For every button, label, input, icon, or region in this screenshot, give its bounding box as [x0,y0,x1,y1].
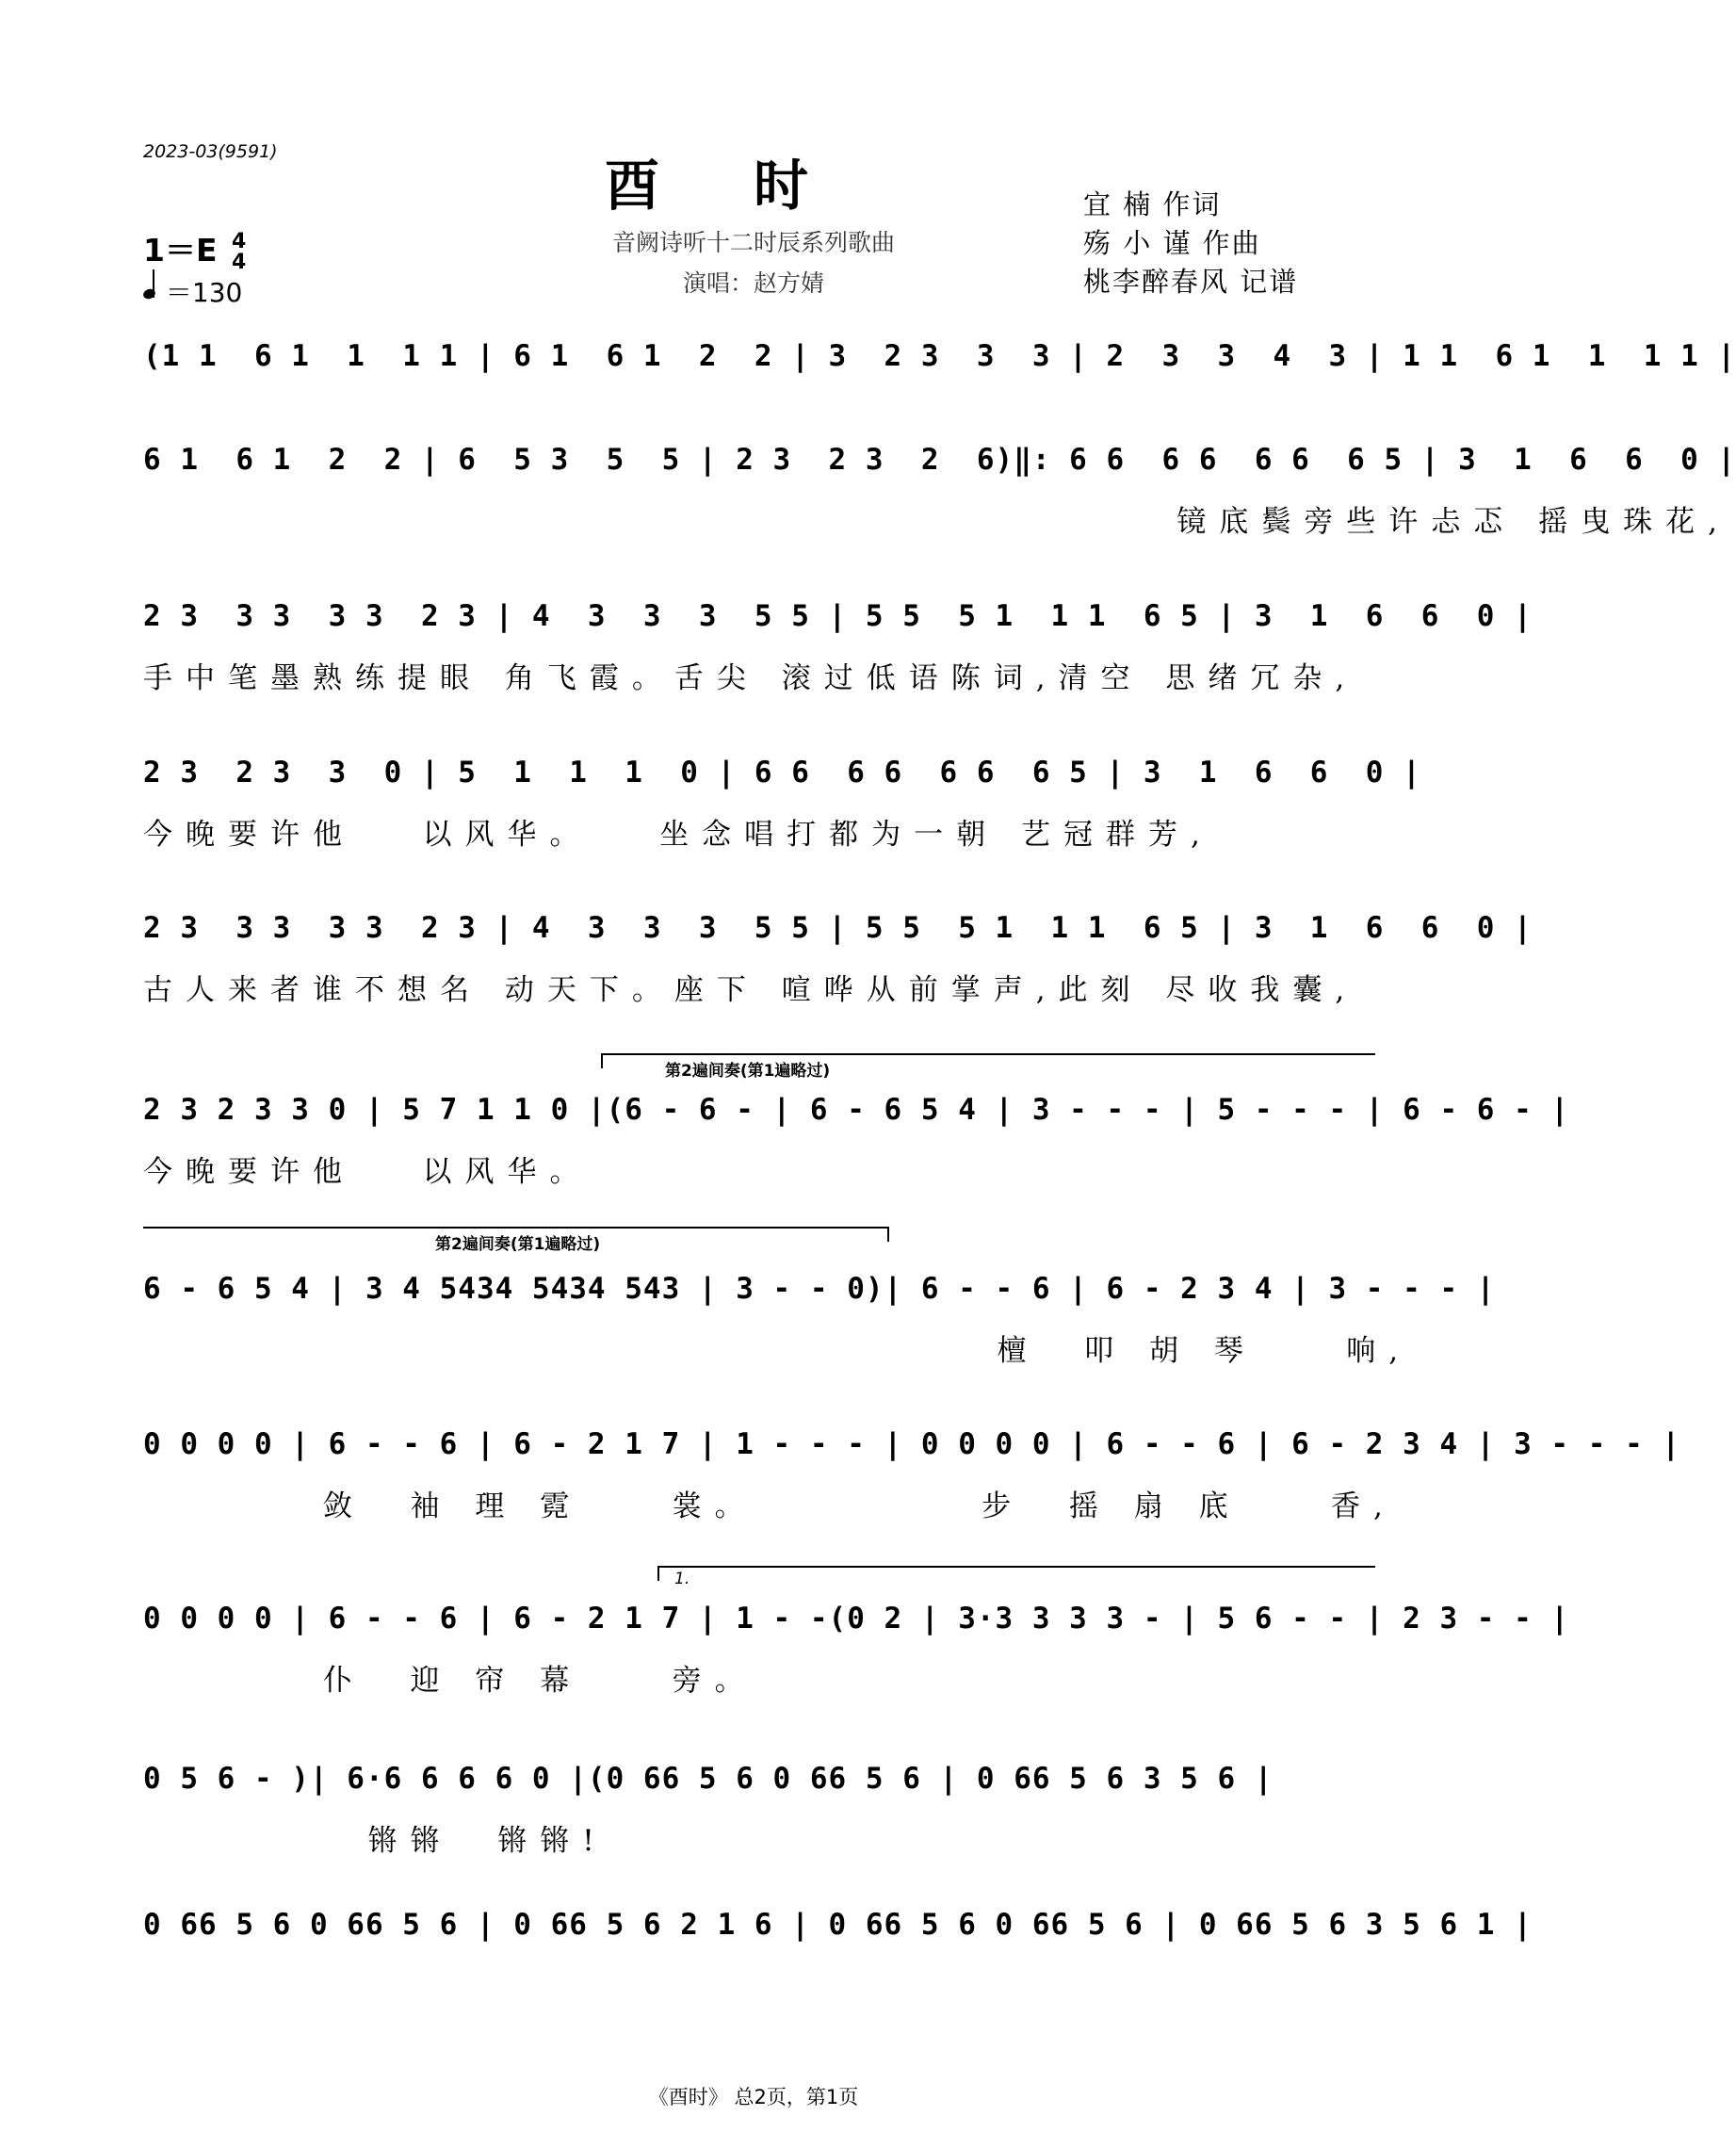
time-sig-top: 4 [232,229,247,253]
music-line: (1 1 6 1 1 1 1 | 6 1 6 1 2 2 | 3 2 3 3 3 | 2 3 3 4 3 | 1 1 6 1 1 1 1 | [143,339,1736,373]
music-line: 2 3 3 3 3 3 2 3 | 4 3 3 3 5 5 | 5 5 5 1 1 1 6 5 | 3 1 6 6 0 | [143,911,1533,945]
subtitle: 音阙诗听十二时辰系列歌曲 [611,229,895,256]
music-line: 2 3 3 3 3 3 2 3 | 4 3 3 3 5 5 | 5 5 5 1 1 1 6 5 | 3 1 6 6 0 | [143,599,1533,633]
time-sig-bottom: 4 [232,250,247,274]
music-line: 0 0 0 0 | 6 - - 6 | 6 - 2 1 7 | 1 - - - | 0 0 0 0 | 6 - - 6 | 6 - 2 3 4 | 3 - - - | [143,1427,1681,1461]
lyric-line: 敛 袖 理 霓 裳。 步 摇 扇 底 香, [143,1489,1396,1523]
lyric-line: 手中笔墨熟练提眼 角飞霞。舌尖 滚过低语陈词,清空 思绪冗杂, [143,661,1358,695]
tempo-marking [143,272,242,310]
lyric-line: 镜底鬓旁些许忐忑 摇曳珠花, [143,505,1730,539]
page-title: 酉时 [604,154,902,218]
music-line: 0 66 5 6 0 66 5 6 | 0 66 5 6 2 1 6 | 0 66 5 6 0 66 5 6 | 0 66 5 6 3 5 6 1 | [143,1908,1533,1942]
interlude-label: 第2遍间奏(第1遍略过) [665,1057,830,1081]
document-ref: 2023-03(9591) [143,141,278,162]
lyric-line: 檀 叩 胡 琴 响, [143,1334,1412,1368]
key-label: 1＝E [143,232,218,269]
composer-credit: 殇 小 谨 作曲 [1083,227,1261,259]
tempo-value: ＝130 [165,277,243,308]
lyricist-credit: 宜 楠 作词 [1083,188,1222,220]
transcriber-credit: 桃李醉春风 记谱 [1083,266,1299,298]
lyric-line: 古人来者谁不想名 动天下。座下 喧哗从前掌声,此刻 尽收我囊, [143,973,1358,1007]
lyric-line: 今晚要许他 以风华。 坐念唱打都为一朝 艺冠群芳, [143,818,1213,852]
key-signature [143,226,246,273]
note-stem [153,269,154,298]
music-line: 6 1 6 1 2 2 | 6 5 3 5 5 | 2 3 2 3 2 6)‖: 6 6 6 6 6 6 6 5 | 3 1 6 6 0 | [143,443,1736,477]
interlude-label-2: 第2遍间奏(第1遍略过) [435,1230,600,1254]
singer-credit: 演唱：赵方婧 [682,269,824,297]
time-signature [232,229,247,274]
music-line: 0 5 6 - )| 6·6 6 6 6 0 |(0 66 5 6 0 66 5 6 | 0 66 5 6 3 5 6 | [143,1762,1274,1796]
music-line: 0 0 0 0 | 6 - - 6 | 6 - 2 1 7 | 1 - -(0 2 | 3·3 3 3 3 - | 5 6 - - | 2 3 - - | [143,1602,1570,1636]
music-line: 6 - 6 5 4 | 3 4 5434 5434 543 | 3 - - 0)| 6 - - 6 | 6 - 2 3 4 | 3 - - - | [143,1272,1496,1306]
lyric-line: 今晚要许他 以风华。 [143,1155,592,1189]
volta-bracket [657,1566,1375,1581]
music-line: 2 3 2 3 3 0 | 5 1 1 1 0 | 6 6 6 6 6 6 6 5 | 3 1 6 6 0 | [143,756,1421,789]
lyric-line: 仆 迎 帘 幕 旁。 [143,1664,757,1698]
music-line: 2 3 2 3 3 0 | 5 7 1 1 0 |(6 - 6 - | 6 - 6 5 4 | 3 - - - | 5 - - - | 6 - 6 - | [143,1093,1570,1127]
lyric-line: 锵锵 锵锵! [143,1824,608,1858]
volta-label: 1. [674,1570,690,1588]
page-footer: 《酉时》 总2页，第1页 [648,2086,859,2108]
